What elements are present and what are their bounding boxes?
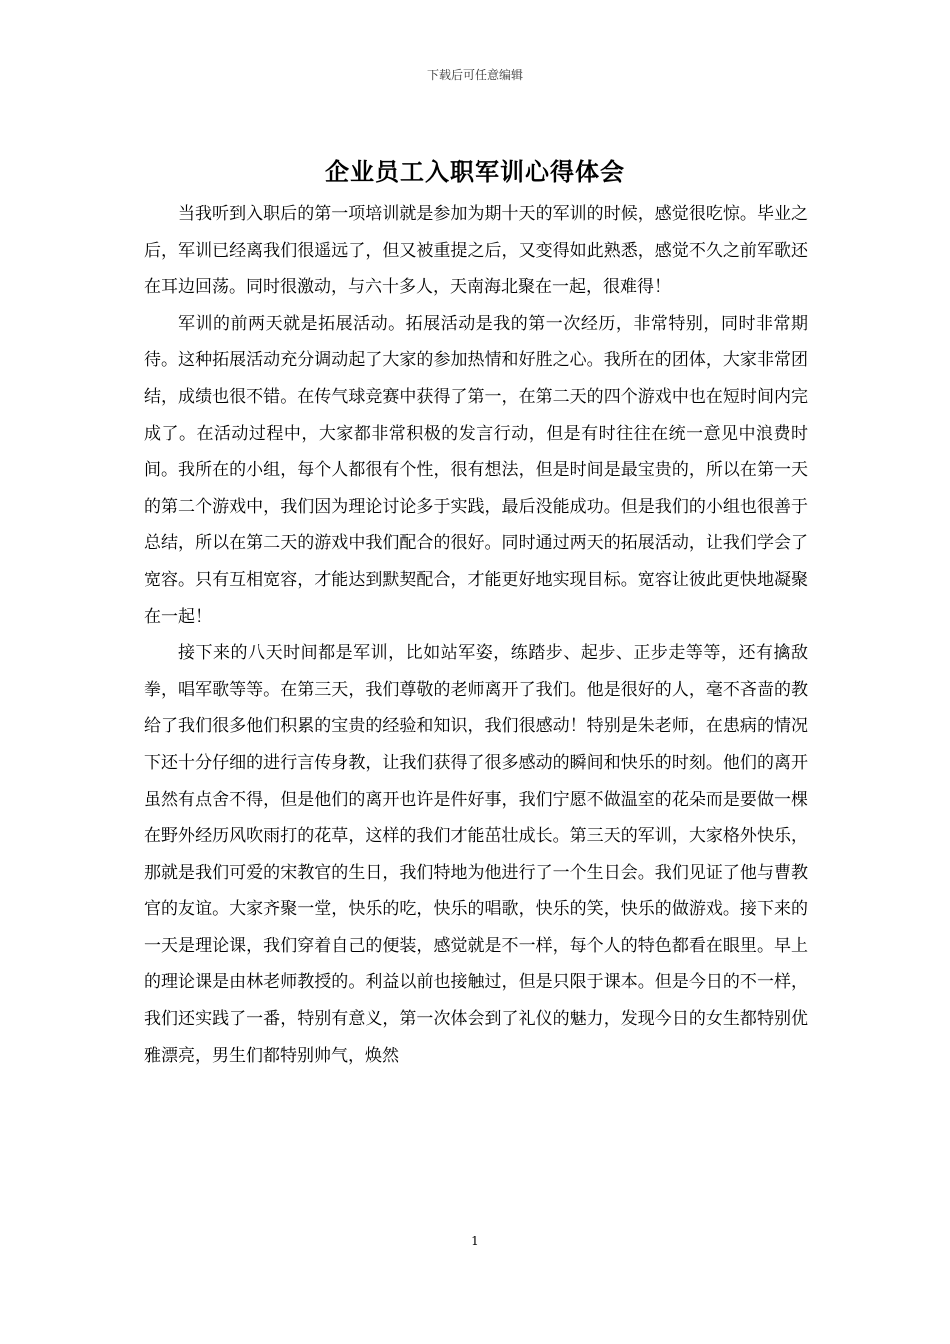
- document-body: [144, 196, 808, 1074]
- paragraph-3: 接下来的八天时间都是军训，比如站军姿，练踏步、起步、正步走等等，还有擒敌拳，唱军歌等等。在第三天，我们尊敬的老师离开了我们。他是很好的人，毫不吝啬的教给了我们很多他们积累的宝贵的经验和知识，我们很感动！特别是朱老师，在患病的情况下还十分仔细的进行言传身教，让我们获得了很多感动的瞬间和快乐的时刻。他们的离开虽然有点舍不得，但是他们的离开也许是件好事，我们宁愿不做温室的花朵而是要做一棵在野外经历风吹雨打的花草，这样的我们才能茁壮成长。第三天的军训，大家格外快乐，那就是我们可爱的宋教官的生日，我们特地为他进行了一个生日会。我们见证了他与曹教官的友谊。大家齐聚一堂，快乐的吃，快乐的唱歌，快乐的笑，快乐的做游戏。接下来的一天是理论课，我们穿着自己的便装，感觉就是不一样，每个人的特色都看在眼里。早上的理论课是由林老师教授的。利益以前也接触过，但是只限于课本。但是今日的不一样，我们还实践了一番，特别有意义，第一次体会到了礼仪的魅力，发现今日的女生都特别优雅漂亮，男生们都特别帅气，焕然: [144, 643, 808, 1066]
- paragraph-1: 当我听到入职后的第一项培训就是参加为期十天的军训的时候，感觉很吃惊。毕业之后，军训已经离我们很遥远了，但又被重提之后，又变得如此熟悉，感觉不久之前军歌还在耳边回荡。同时很激动，与六十多人，天南海北聚在一起，很难得！: [144, 204, 808, 298]
- document-title: 企业员工入职军训心得体会: [325, 158, 625, 186]
- page-number: 1: [471, 1234, 479, 1248]
- paragraph-2: 军训的前两天就是拓展活动。拓展活动是我的第一次经历，非常特别，同时非常期待。这种拓展活动充分调动起了大家的参加热情和好胜之心。我所在的团体，大家非常团结，成绩也很不错。在传气球竞赛中获得了第一，在第二天的四个游戏中也在短时间内完成了。在活动过程中，大家都非常积极的发言行动，但是有时往往在统一意见中浪费时间。我所在的小组，每个人都很有个性，很有想法，但是时间是最宝贵的，所以在第一天的第二个游戏中，我们因为理论讨论多于实践，最后没能成功。但是我们的小组也很善于总结，所以在第二天的游戏中我们配合的很好。同时通过两天的拓展活动，让我们学会了宽容。只有互相宽容，才能达到默契配合，才能更好地实现目标。宽容让彼此更快地凝聚在一起！: [144, 313, 808, 627]
- header-note: 下载后可任意编辑: [426, 68, 523, 82]
